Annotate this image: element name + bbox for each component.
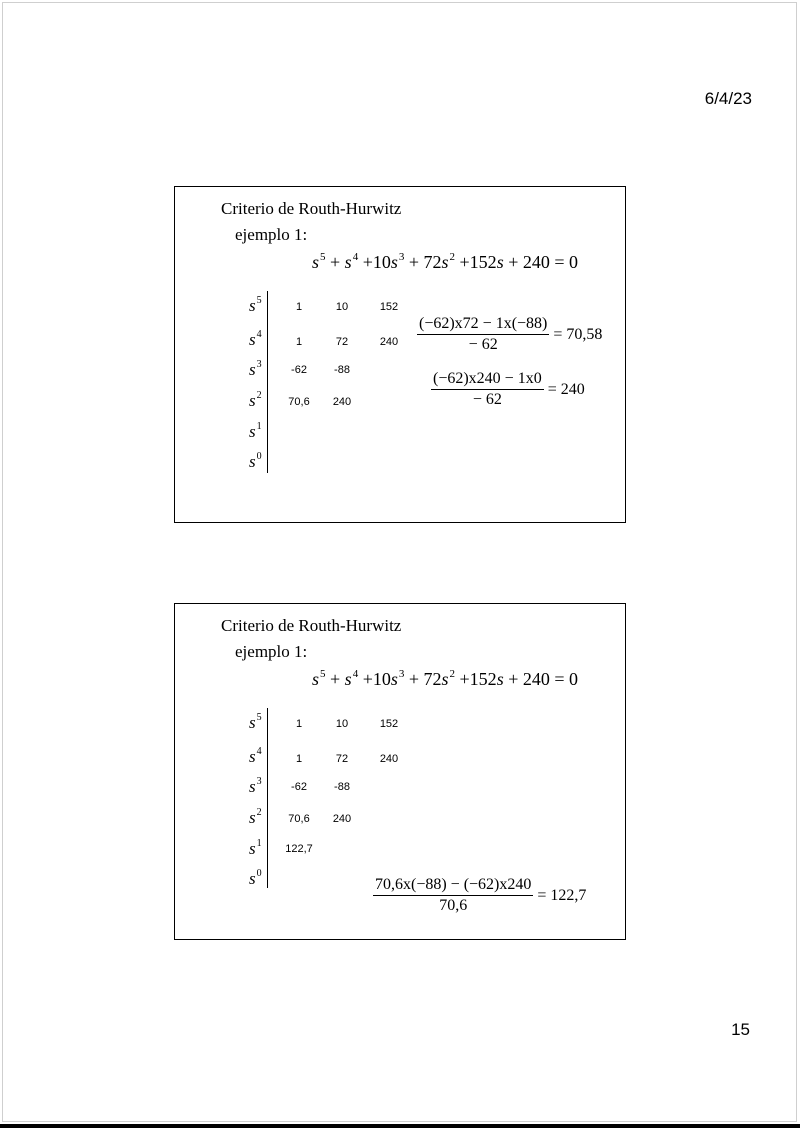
row-label: $s^5$ bbox=[249, 712, 262, 732]
table-cell: 72 bbox=[335, 753, 349, 765]
formula-result: = 70,58 bbox=[553, 325, 603, 343]
formula bbox=[431, 370, 585, 409]
eq-term: s bbox=[344, 252, 352, 272]
slide-2 bbox=[174, 603, 626, 940]
eq-operator: +10 bbox=[358, 252, 391, 272]
eq-power: 4 bbox=[352, 668, 359, 680]
table-cell: 1 bbox=[295, 753, 303, 765]
eq-term: s bbox=[496, 252, 504, 272]
formula-numerator: (−62)x240 − 1x0 bbox=[431, 370, 544, 390]
table-cell: 240 bbox=[332, 813, 352, 825]
table-cell: 70,6 bbox=[288, 813, 310, 825]
table-cell: 1 bbox=[295, 718, 303, 730]
table-cell: -62 bbox=[291, 781, 307, 793]
page-number: 15 bbox=[731, 1020, 750, 1039]
formula-numerator: (−62)x72 − 1x(−88) bbox=[417, 315, 549, 335]
row-label: $s^3$ bbox=[249, 359, 262, 379]
table-cell: 72 bbox=[335, 336, 349, 348]
header-date: 6/4/23 bbox=[704, 89, 752, 108]
table-cell: 10 bbox=[335, 301, 349, 313]
row-label: $s^0$ bbox=[249, 451, 262, 471]
eq-power: 5 bbox=[320, 251, 326, 263]
routh-table-divider bbox=[267, 291, 268, 473]
table-cell: -88 bbox=[334, 364, 350, 376]
formula-denominator: − 62 bbox=[468, 336, 498, 353]
eq-operator: + bbox=[325, 669, 345, 689]
row-label: $s^5$ bbox=[249, 295, 262, 315]
page-border bbox=[2, 2, 797, 1122]
table-cell: -62 bbox=[291, 364, 307, 376]
eq-term: s bbox=[312, 252, 320, 272]
row-label: $s^2$ bbox=[249, 807, 262, 827]
eq-rest: + 240 = 0 bbox=[503, 669, 579, 689]
slide-subtitle: ejemplo 1: bbox=[235, 225, 308, 244]
eq-power: 3 bbox=[398, 251, 405, 263]
table-cell: 240 bbox=[379, 753, 399, 765]
bottom-edge bbox=[0, 1124, 800, 1128]
formula-result: = 122,7 bbox=[537, 886, 587, 904]
slide-title: Criterio de Routh-Hurwitz bbox=[221, 616, 402, 635]
eq-rest: + 240 = 0 bbox=[503, 252, 579, 272]
eq-operator: + 72 bbox=[404, 252, 442, 272]
eq-power: 3 bbox=[398, 668, 405, 680]
row-label: $s^1$ bbox=[249, 838, 262, 858]
eq-term: s bbox=[312, 669, 320, 689]
row-label: $s^1$ bbox=[249, 421, 262, 441]
eq-operator: + 72 bbox=[404, 669, 442, 689]
row-label: $s^2$ bbox=[249, 390, 262, 410]
row-label: $s^4$ bbox=[249, 329, 262, 349]
slide-subtitle: ejemplo 1: bbox=[235, 642, 308, 661]
formula-denominator: − 62 bbox=[472, 391, 502, 408]
eq-operator: + bbox=[325, 252, 345, 272]
table-cell: 10 bbox=[335, 718, 349, 730]
row-label: $s^4$ bbox=[249, 746, 262, 766]
formula-denominator: 70,6 bbox=[439, 897, 468, 914]
eq-term: s bbox=[441, 669, 449, 689]
eq-term: s bbox=[496, 669, 504, 689]
eq-power: 2 bbox=[449, 251, 456, 263]
table-cell: 240 bbox=[332, 396, 352, 408]
routh-table-divider bbox=[267, 708, 268, 888]
eq-term: s bbox=[390, 669, 398, 689]
eq-power: 5 bbox=[320, 668, 326, 680]
table-cell: 1 bbox=[295, 301, 303, 313]
slide-1 bbox=[174, 186, 626, 523]
eq-term: s bbox=[441, 252, 449, 272]
table-cell: 1 bbox=[295, 336, 303, 348]
eq-term: s bbox=[344, 669, 352, 689]
table-cell: 240 bbox=[379, 336, 399, 348]
eq-operator: +152 bbox=[455, 252, 497, 272]
table-cell: -88 bbox=[334, 781, 350, 793]
formula-numerator: 70,6x(−88) − (−62)x240 bbox=[373, 876, 533, 896]
characteristic-equation bbox=[312, 668, 578, 690]
table-cell: 152 bbox=[379, 718, 399, 730]
slide-title: Criterio de Routh-Hurwitz bbox=[221, 199, 402, 218]
eq-operator: +10 bbox=[358, 669, 391, 689]
formula-result: = 240 bbox=[547, 380, 585, 398]
eq-power: 2 bbox=[449, 668, 456, 680]
formula bbox=[417, 315, 602, 354]
table-cell: 70,6 bbox=[288, 396, 310, 408]
table-cell: 122,7 bbox=[285, 843, 313, 855]
row-label: $s^3$ bbox=[249, 776, 262, 796]
eq-power: 4 bbox=[352, 251, 359, 263]
table-cell: 152 bbox=[379, 301, 399, 313]
formula bbox=[373, 876, 586, 915]
row-label: $s^0$ bbox=[249, 868, 262, 888]
characteristic-equation bbox=[312, 251, 578, 273]
eq-operator: +152 bbox=[455, 669, 497, 689]
eq-term: s bbox=[390, 252, 398, 272]
